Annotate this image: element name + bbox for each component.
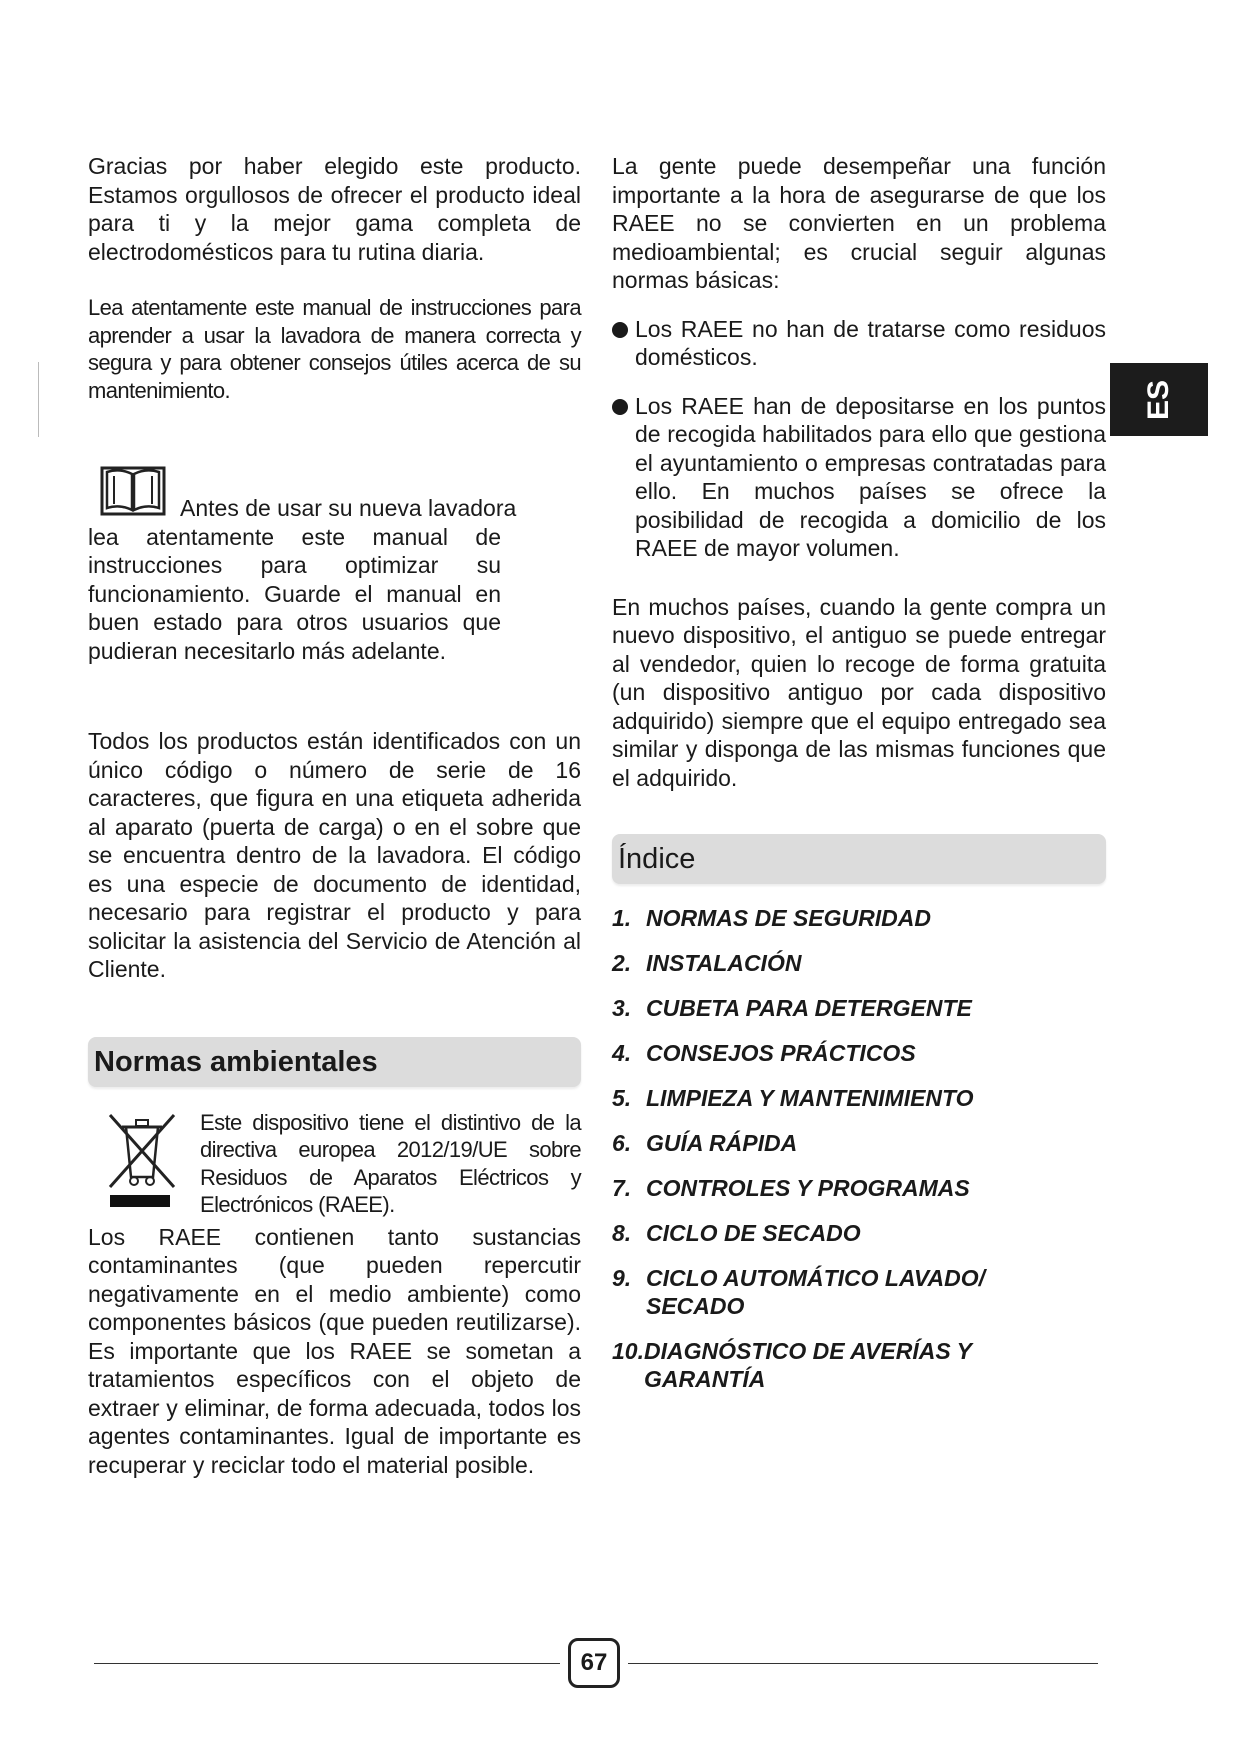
weee-text: Este dispositivo tiene el distintivo de la directiva europea 2012/19/UE sobre Residuos de Aparatos Eléctricos y Electrónicos (RAEE). [200, 1109, 581, 1217]
weee-paragraph: Los RAEE contienen tanto sustancias contaminantes (que pueden repercutir negativamente en el medio ambiente) como componentes básicos (que pueden reutilizarse). Es importante que los RAEE se sometan a tratamientos específicos con el objeto de extraer y eliminar, de forma adecuada, todos los agentes contaminantes. Igual de importante es recuperar y reciclar todo el material posible. [88, 1223, 581, 1478]
left-column [88, 152, 581, 1479]
index-item[interactable]: 2. INSTALACIÓN [612, 950, 802, 976]
crossed-bin-icon [106, 1111, 178, 1209]
index-heading: Índice [612, 834, 1106, 884]
book-note [88, 464, 581, 665]
index-item[interactable]: 1. NORMAS DE SEGURIDAD [612, 905, 931, 931]
index-list [612, 904, 1106, 1393]
book-note-text: lea atentamente este manual de instrucciones para optimizar su funcionamiento. Guarde el manual en buen estado para otros usuarios que pudieran necesitarlo más adelante. [88, 523, 501, 664]
bullet-item [612, 315, 1106, 372]
footer-rule-right [628, 1663, 1098, 1664]
margin-mark [38, 362, 39, 437]
intro-paragraph: Gracias por haber elegido este producto. Estamos orgullosos de ofrecer el producto ideal para ti y la mejor gama completa de electrodomésticos para tu rutina diaria. [88, 153, 581, 265]
index-item[interactable]: 7. CONTROLES Y PROGRAMAS [612, 1175, 970, 1201]
return-device-paragraph: En muchos países, cuando la gente compra un nuevo dispositivo, el antiguo se puede entregar al vendedor, quien lo recoge de forma gratuita (un dispositivo antiguo por cada dispositivo adquirido) siempre que el equipo entregado sea similar y disponga de las mismas funciones que el adquirido. [612, 593, 1106, 791]
index-item[interactable]: 4. CONSEJOS PRÁCTICOS [612, 1040, 916, 1066]
index-item[interactable]: 6. GUÍA RÁPIDA [612, 1130, 798, 1156]
bullet-item [612, 392, 1106, 563]
weee-block [88, 1109, 581, 1219]
right-column [612, 152, 1106, 1393]
page-number: 67 [568, 1638, 620, 1688]
index-item[interactable]: 9. CICLO AUTOMÁTICO LAVADO/ SECADO [612, 1265, 986, 1319]
index-item[interactable]: 8. CICLO DE SECADO [612, 1220, 861, 1246]
index-item[interactable]: 3. CUBETA PARA DETERGENTE [612, 995, 972, 1021]
index-item[interactable]: 5. LIMPIEZA Y MANTENIMIENTO [612, 1085, 974, 1111]
serial-code-paragraph: Todos los productos están identificados con un único código o número de serie de 16 caracteres, que figura en una etiqueta adherida al aparato (puerta de carga) o en el sobre que se encuentra dentro de la lavadora. El código es una especie de documento de identidad, necesario para registrar el producto y para solicitar la asistencia del Servicio de Atención al Cliente. [88, 728, 581, 982]
bullet-text: Los RAEE han de depositarse en los puntos de recogida habilitados para ello que gestiona el ayuntamiento o empresas contratadas para ello. En muchos países se ofrece la posibilidad de recogida a domicilio de los RAEE de mayor volumen. [635, 392, 1106, 561]
bullet-dot-icon [612, 399, 628, 415]
normas-ambientales-heading: Normas ambientales [88, 1037, 581, 1087]
book-icon [100, 464, 166, 518]
book-note-first-line: Antes de usar su nueva lavadora [180, 495, 517, 521]
footer-rule-left [94, 1663, 560, 1664]
bullet-text: Los RAEE no han de tratarse como residuos domésticos. [635, 315, 1106, 370]
read-manual-paragraph: Lea atentamente este manual de instrucciones para aprender a usar la lavadora de manera correcta y segura y para obtener consejos útiles acerca de su mantenimiento. [88, 295, 581, 403]
weee-role-paragraph: La gente puede desempeñar una función importante a la hora de asegurarse de que los RAEE no se convierten en un problema medioambiental; es crucial seguir algunas normas básicas: [612, 153, 1106, 293]
index-item[interactable]: 10. DIAGNÓSTICO DE AVERÍAS Y GARANTÍA [612, 1338, 972, 1392]
language-tab: ES [1110, 363, 1208, 436]
bullet-dot-icon [612, 322, 628, 338]
